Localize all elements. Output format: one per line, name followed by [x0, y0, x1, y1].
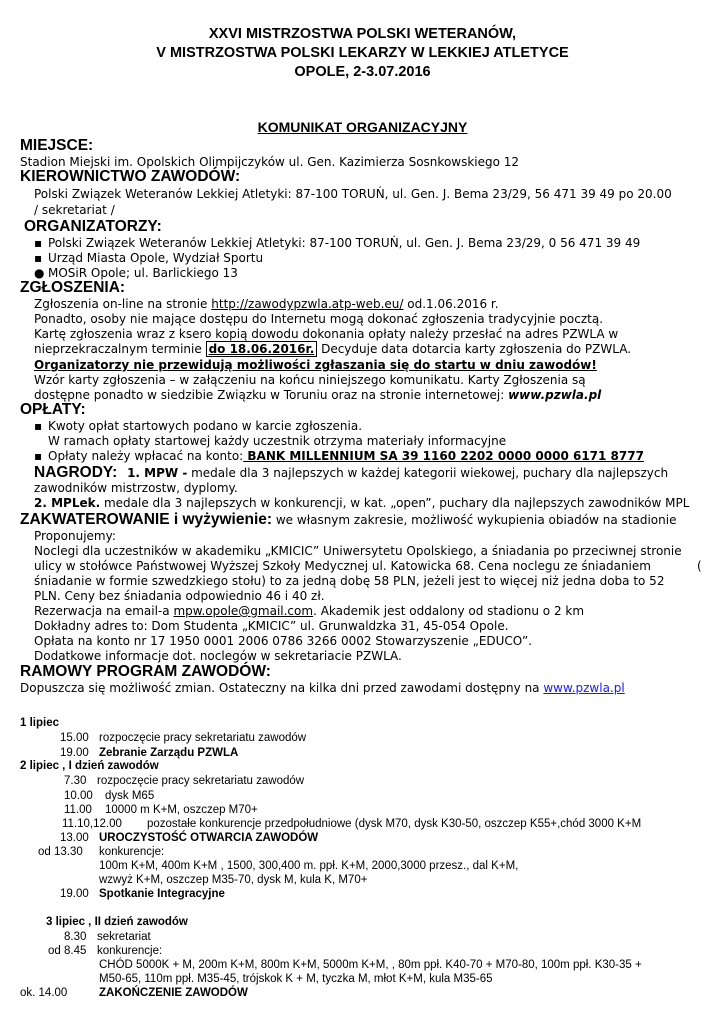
zgloszenia-line-6: Wzór karty zgłoszenia – w załączeniu na końcu niniejszego komunikatu. Karty Zgłoszenia są: [34, 373, 586, 387]
schedule-entry: Spotkanie Integracyjne: [99, 888, 225, 900]
organizator-item: ▪ Urząd Miasta Opole, Wydział Sportu: [34, 251, 264, 265]
zgloszenia-line-4: nieprzekraczalnym terminie do 18.06.2016r. Decyduje data dotarcia karty zgłoszenia do PZWLA.: [34, 342, 632, 356]
title-line-2: V MISTRZOSTWA POLSKI LEKARZY W LEKKIEJ ATLETYCE: [156, 45, 569, 61]
schedule-time: 10.00: [64, 790, 93, 802]
nagrody-line-3: 2. MPLek. medale dla 3 najlepszych w konkurencji, w kat. „open”, puchary dla najlepszych zawodników MPL: [34, 496, 690, 510]
zgloszenia-online-link[interactable]: http://zawodypzwla.atp-web.eu/: [211, 297, 404, 311]
program-heading: RAMOWY PROGRAM ZAWODÓW:: [20, 663, 271, 680]
schedule-time: 19.00: [60, 747, 89, 759]
schedule-entry-detail: M50-65, 110m ppł. M35-45, trójskok K + M, tyczka M, młot K+M, kula M35-65: [99, 973, 493, 985]
day-2-heading: 2 lipiec , I dzień zawodów: [20, 760, 159, 772]
schedule-entry-detail: 100m K+M, 400m K+M , 1500, 300,400 m. ppł. K+M, 2000,3000 przesz., dal K+M,: [99, 860, 519, 872]
miejsce-heading: MIEJSCE:: [20, 137, 94, 154]
zgloszenia-heading: ZGŁOSZENIA:: [20, 279, 126, 296]
miejsce-text: Stadion Miejski im. Opolskich Olimpijczyków ul. Gen. Kazimierza Sosnkowskiego 12: [20, 155, 520, 169]
organizatorzy-heading: ORGANIZATORZY:: [24, 218, 162, 235]
organizator-item: ● MOSiR Opole; ul. Barlickiego 13: [34, 266, 238, 280]
organizator-item: ▪ Polski Związek Weteranów Lekkiej Atletyki: 87-100 TORUŃ, ul. Gen. J. Bema 23/29, 0 56 471 39 49: [34, 236, 641, 250]
schedule-time: od 13.30: [38, 846, 83, 858]
zgloszenia-line-3: Kartę zgłoszenia wraz z ksero kopią dowodu dokonania opłaty należy przesłać na adres PZWLA w: [34, 327, 619, 341]
zakwaterowanie-heading: ZAKWATEROWANIE i wyżywienie:: [20, 511, 273, 528]
nagrody-heading: NAGRODY:: [34, 464, 118, 481]
schedule-entry: dysk M65: [105, 790, 155, 802]
zakwaterowanie-line-7: Dokładny adres to: Dom Studenta „KMICIC” ul. Grunwaldzka 31, 45-054 Opole.: [34, 619, 509, 633]
oplaty-item-cont: W ramach opłaty startowej każdy uczestnik otrzyma materiały informacyjne: [48, 434, 507, 448]
zgloszenia-line-2: Ponadto, osoby nie mające dostępu do Internetu mogą dokonać zgłoszenia tradycyjnie pocztą.: [34, 312, 604, 326]
schedule-entry: konkurencje:: [99, 846, 165, 858]
pzwla-website-link[interactable]: www.pzwla.pl: [508, 388, 602, 402]
email-link[interactable]: mpw.opole@gmail.com: [173, 604, 314, 618]
schedule-entry: UROCZYSTOŚĆ OTWARCIA ZAWODÓW: [99, 832, 319, 844]
program-text: Dopuszcza się możliwość zmian. Ostateczny na kilka dni przed zawodami dostępny na www.pzwla.pl: [20, 681, 625, 695]
schedule-entry: 10000 m K+M, oszczep M70+: [105, 804, 258, 816]
title-line-3: OPOLE, 2-3.07.2016: [294, 64, 431, 80]
bank-account: BANK MILLENNIUM SA 39 1160 2202 0000 0000 6171 8777: [243, 449, 644, 463]
square-bullet-icon: ▪: [34, 419, 43, 433]
schedule-entry: rozpoczęcie pracy sekretariatu zawodów: [97, 775, 305, 787]
title-line-1: XXVI MISTRZOSTWA POLSKI WETERANÓW,: [208, 26, 517, 42]
schedule-entry-detail: wzwyż K+M, oszczep M35-70, dysk M, kula K, M70+: [99, 874, 368, 886]
schedule-time: 11.10,12.00: [62, 818, 122, 830]
nagrody-line-2: zawodników mistrzostw, dyplomy.: [34, 481, 238, 495]
zakwaterowanie-line-2: Noclegi dla uczestników w akademiku „KMICIC” Uniwersytetu Opolskiego, a śniadania po przeciwnej stronie: [34, 544, 682, 558]
schedule-time: ok. 14.00: [20, 987, 68, 999]
round-bullet-icon: ●: [34, 266, 45, 280]
oplaty-item: ▪ Opłaty należy wpłacać na konto: BANK MILLENNIUM SA 39 1160 2202 0000 0000 6171 8777: [34, 449, 644, 463]
deadline-box: do 18.06.2016r.: [206, 341, 318, 357]
zgloszenia-line-7: dostępne ponadto w siedzibie Związku w Toruniu oraz na stronie internetowej: www.pzwla.pl: [34, 388, 602, 402]
square-bullet-icon: ▪: [34, 449, 43, 463]
day-3-heading: 3 lipiec , II dzień zawodów: [46, 916, 188, 928]
zakwaterowanie-line: ZAKWATEROWANIE i wyżywienie: we własnym zakresie, możliwość wykupienia obiadów na stadionie: [20, 511, 677, 528]
zgloszenia-warning: Organizatorzy nie przewidują możliwości zgłaszania się do startu w dniu zawodów!: [34, 358, 597, 372]
oplaty-item: ▪ Kwoty opłat startowych podano w karcie zgłoszenia.: [34, 419, 363, 433]
square-bullet-icon: ▪: [34, 251, 43, 265]
schedule-entry: Zebranie Zarządu PZWLA: [99, 747, 239, 759]
kierownictwo-heading: KIEROWNICTWO ZAWODÓW:: [20, 168, 241, 185]
zakwaterowanie-line-1: Proponujemy:: [34, 529, 116, 543]
schedule-time: od 8.45: [48, 945, 87, 957]
kierownictwo-line-1: Polski Związek Weteranów Lekkiej Atletyki: 87-100 TORUŃ, ul. Gen. J. Bema 23/29, 56 471 39 49 po 20.00: [34, 187, 672, 201]
program-link[interactable]: www.pzwla.pl: [543, 681, 625, 695]
schedule-entry: sekretariat: [97, 931, 151, 943]
zakwaterowanie-line-5: PLN. Ceny bez śniadania odpowiednio 46 i 40 zł.: [34, 589, 325, 603]
schedule-entry: konkurencje:: [97, 945, 163, 957]
schedule-time: 8.30: [64, 931, 87, 943]
zakwaterowanie-line-9: Dodatkowe informacje dot. noclegów w sekretariacie PZWLA.: [34, 649, 402, 663]
zakwaterowanie-line-8: Opłata na konto nr 17 1950 0001 2006 0786 3266 0002 Stowarzyszenie „EDUCO”.: [34, 634, 533, 648]
zakwaterowanie-line-4: śniadanie w formie szwedzkiego stołu) to za jedną dobę 58 PLN, jeżeli jest to więcej niż jedna doba to 52: [34, 574, 665, 588]
schedule-entry-detail: CHÓD 5000K + M, 200m K+M, 800m K+M, 5000m K+M, , 80m ppł. K40-70 + M70-80, 100m ppł. K30-35 +: [99, 959, 642, 971]
nagrody-line-1: NAGRODY: 1. MPW - medale dla 3 najlepszych w każdej kategorii wiekowej, puchary dla najlepszych: [34, 464, 669, 481]
zgloszenia-line-1: Zgłoszenia on-line na stronie http://zawodypzwla.atp-web.eu/ od.1.06.2016 r.: [34, 297, 499, 311]
day-1-heading: 1 lipiec: [20, 717, 59, 729]
schedule-time: 13.00: [60, 832, 89, 844]
zakwaterowanie-line-6: Rezerwacja na email-a mpw.opole@gmail.com. Akademik jest oddalony od stadionu o 2 km: [34, 604, 585, 618]
komunikat-heading: KOMUNIKAT ORGANIZACYJNY: [257, 119, 468, 135]
kierownictwo-line-2: / sekretariat /: [34, 203, 115, 217]
schedule-time: 11.00: [64, 804, 92, 816]
square-bullet-icon: ▪: [34, 236, 43, 250]
schedule-entry: pozostałe konkurencje przedpołudniowe (dysk M70, dysk K30-50, oszczep K55+,chód 3000 K+M: [147, 818, 642, 830]
schedule-entry: rozpoczęcie pracy sekretariatu zawodów: [99, 732, 307, 744]
oplaty-heading: OPŁATY:: [20, 401, 86, 418]
schedule-time: 15.00: [60, 732, 89, 744]
schedule-time: 19.00: [60, 888, 89, 900]
zakwaterowanie-paren: (: [697, 559, 702, 573]
zakwaterowanie-line-3: ulicy w stołówce Państwowej Wyższej Szkoły Medycznej ul. Katowicka 68. Cena noclegu ze śniadaniem: [34, 559, 651, 573]
schedule-entry: ZAKOŃCZENIE ZAWODÓW: [99, 987, 248, 999]
schedule-time: 7.30: [64, 775, 87, 787]
